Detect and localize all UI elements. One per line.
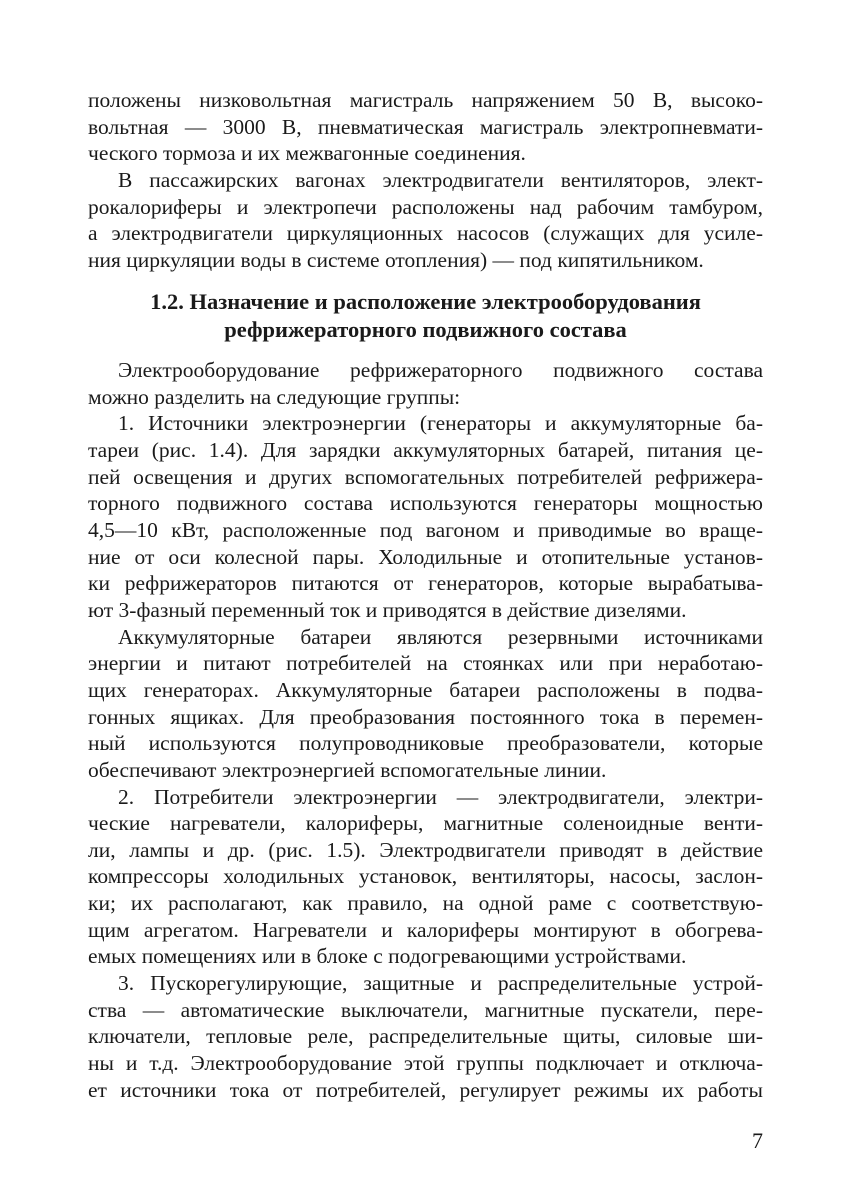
- text-line: ки рефрижераторов питаются от генераторов, которые вырабатыва-: [88, 571, 763, 596]
- text-line: ный используются полупроводниковые преобразователи, которые: [88, 731, 763, 756]
- text-line: ли, лампы и др. (рис. 1.5). Электродвигатели приводят в действие: [88, 837, 763, 862]
- text-line: щим агрегатом. Нагреватели и калориферы монтируют в обогрева-: [88, 917, 763, 942]
- page-number: 7: [752, 1128, 763, 1153]
- text-line: пей освещения и других вспомогательных потребителей рефрижера-: [88, 464, 763, 489]
- text-line: тареи (рис. 1.4). Для зарядки аккумуляторных батарей, питания це-: [88, 437, 763, 462]
- intro-text: [88, 87, 763, 274]
- text-line: ют 3-фазный переменный ток и приводятся в действие дизелями.: [88, 597, 687, 622]
- text-line: энергии и питают потребителей на стоянках или при неработаю-: [88, 651, 763, 676]
- text-line: рокалориферы и электропечи расположены над рабочим тамбуром,: [88, 194, 763, 219]
- text-line: 3. Пускорегулирующие, защитные и распределительные устрой-: [118, 971, 763, 996]
- text-line: ние от оси колесной пары. Холодильные и отопительные установ-: [88, 544, 763, 569]
- text-line: щих генераторах. Аккумуляторные батареи расположены в подва-: [88, 677, 763, 702]
- section-heading: [88, 288, 763, 344]
- text-line: ческие нагреватели, калориферы, магнитные соленоидные венти-: [88, 811, 763, 836]
- text-line: торного подвижного состава используются генераторы мощностью: [88, 491, 763, 516]
- text-line: емых помещениях или в блоке с подогревающими устройствами.: [88, 944, 687, 969]
- paragraph: [88, 167, 763, 274]
- text-line: гонных ящиках. Для преобразования постоянного тока в перемен-: [88, 704, 763, 729]
- paragraph: [88, 87, 763, 167]
- text-line: обеспечивают электроэнергией вспомогательные линии.: [88, 757, 607, 782]
- text-line: ны и т.д. Электрооборудование этой группы подключает и отключа-: [88, 1051, 763, 1076]
- section-heading-line-2: рефрижераторного подвижного состава: [224, 317, 627, 342]
- text-line: ния циркуляции воды в системе отопления) — под кипятильником.: [88, 247, 704, 272]
- paragraph: [88, 357, 763, 410]
- section-heading-line-1: 1.2. Назначение и расположение электрооборудования: [150, 289, 701, 314]
- text-line: можно разделить на следующие группы:: [88, 384, 461, 409]
- text-line: 2. Потребители электроэнергии — электродвигатели, электри-: [118, 784, 763, 809]
- text-line: Аккумуляторные батареи являются резервными источниками: [118, 624, 763, 649]
- text-line: ства — автоматические выключатели, магнитные пускатели, пере-: [88, 997, 763, 1022]
- text-line: ключатели, тепловые реле, распределительные щиты, силовые ши-: [88, 1024, 763, 1049]
- paragraph: [88, 624, 763, 784]
- text-line: положены низковольтная магистраль напряжением 50 В, высоко-: [88, 88, 763, 112]
- paragraph: [88, 410, 763, 623]
- text-line: а электродвигатели циркуляционных насосов (служащих для усиле-: [88, 221, 763, 246]
- text-line: вольтная — 3000 В, пневматическая магистраль электропневмати-: [88, 114, 763, 139]
- paragraph: [88, 970, 763, 1103]
- text-line: 4,5—10 кВт, расположенные под вагоном и приводимые во враще-: [88, 517, 763, 542]
- paragraph: [88, 784, 763, 971]
- text-line: ет источники тока от потребителей, регулирует режимы их работы: [88, 1077, 763, 1102]
- text-line: В пассажирских вагонах электродвигатели вентиляторов, элект-: [118, 167, 763, 192]
- text-line: Электрооборудование рефрижераторного подвижного состава: [118, 358, 763, 382]
- body-text: [88, 357, 763, 1103]
- text-line: ческого тормоза и их межвагонные соединения.: [88, 141, 526, 166]
- text-line: ки; их располагают, как правило, на одной раме с соответствую-: [88, 891, 763, 916]
- text-line: компрессоры холодильных установок, вентиляторы, насосы, заслон-: [88, 864, 763, 889]
- text-line: 1. Источники электроэнергии (генераторы и аккумуляторные ба-: [118, 411, 763, 436]
